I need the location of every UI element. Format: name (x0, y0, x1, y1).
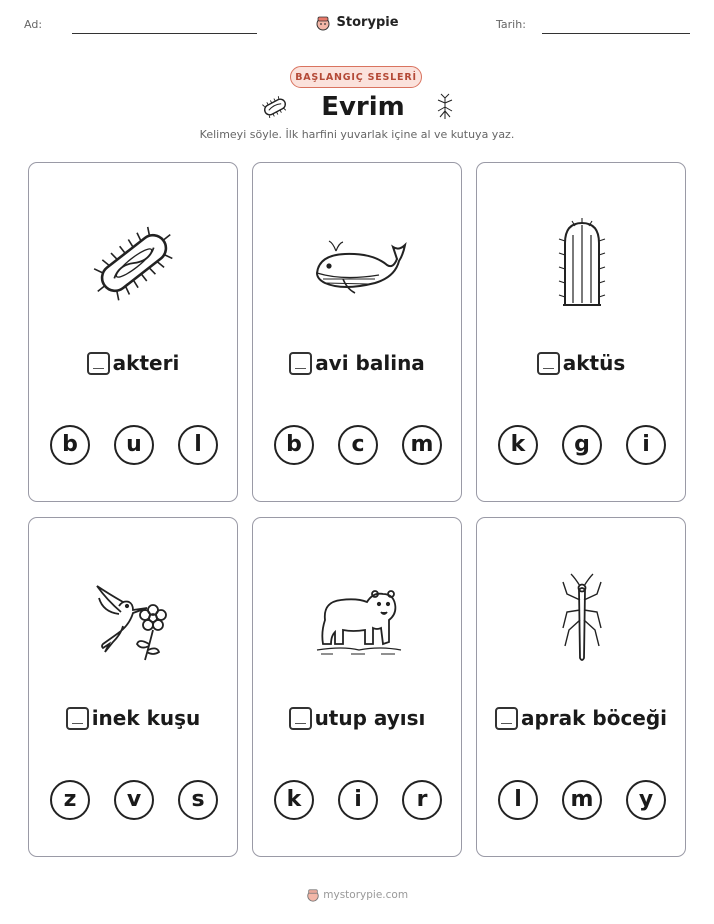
letter-choice[interactable]: v (114, 780, 154, 820)
word-ending: akteri (112, 351, 180, 375)
letter-choice[interactable]: k (274, 780, 314, 820)
word-ending: avi balina (315, 351, 425, 375)
hummingbird-icon (79, 572, 189, 664)
footer (0, 888, 714, 902)
polar-bear-icon (303, 572, 413, 664)
date-label: Tarih: (496, 18, 526, 31)
stick-insect-icon (527, 572, 637, 664)
letter-choice[interactable]: s (178, 780, 218, 820)
word-ending: aktüs (562, 351, 626, 375)
word-ending: aprak böceği (520, 706, 668, 730)
letter-choice[interactable]: u (114, 425, 154, 465)
word-with-blank (253, 706, 461, 730)
letter-choice[interactable]: i (626, 425, 666, 465)
letter-choice[interactable]: g (562, 425, 602, 465)
letter-choice[interactable]: m (402, 425, 442, 465)
bacteria-icon (79, 217, 189, 309)
brand-logo (0, 12, 714, 31)
letter-choice[interactable]: k (498, 425, 538, 465)
word-card (252, 517, 462, 857)
letter-choice[interactable]: z (50, 780, 90, 820)
letter-choice[interactable]: r (402, 780, 442, 820)
page-title: Evrim (321, 92, 405, 122)
date-line[interactable] (542, 33, 690, 34)
name-line[interactable] (72, 33, 257, 34)
letter-choice[interactable]: i (338, 780, 378, 820)
word-card (252, 162, 462, 502)
whale-icon (303, 217, 413, 309)
name-label: Ad: (24, 18, 43, 31)
bacteria-icon (260, 96, 290, 118)
date-field (496, 18, 526, 31)
storypie-mascot-icon (315, 15, 331, 31)
answer-box[interactable] (289, 352, 312, 375)
letter-choice[interactable]: b (50, 425, 90, 465)
word-card (28, 162, 238, 502)
letter-choice[interactable]: l (178, 425, 218, 465)
word-with-blank (477, 706, 685, 730)
footer-url: mystorypie.com (323, 889, 409, 901)
word-with-blank (29, 706, 237, 730)
letter-choice[interactable]: y (626, 780, 666, 820)
letter-choice[interactable]: m (562, 780, 602, 820)
letter-choice[interactable]: c (338, 425, 378, 465)
brand-name: Storypie (336, 15, 399, 30)
word-ending: utup ayısı (314, 706, 426, 730)
word-card (476, 517, 686, 857)
letter-choice[interactable]: l (498, 780, 538, 820)
topic-badge: BAŞLANGIÇ SESLERİ (290, 66, 422, 88)
answer-box[interactable] (87, 352, 110, 375)
stick-insect-icon (436, 93, 454, 121)
cactus-icon (527, 217, 637, 309)
word-with-blank (29, 351, 237, 375)
letter-choice[interactable]: b (274, 425, 314, 465)
title-row (0, 92, 714, 122)
instructions: Kelimeyi söyle. İlk harfini yuvarlak içine al ve kutuya yaz. (199, 128, 515, 141)
answer-box[interactable] (537, 352, 560, 375)
storypie-mascot-icon (306, 888, 320, 902)
word-ending: inek kuşu (91, 706, 201, 730)
word-card (476, 162, 686, 502)
word-with-blank (477, 351, 685, 375)
word-with-blank (253, 351, 461, 375)
word-card (28, 517, 238, 857)
answer-box[interactable] (289, 707, 312, 730)
answer-box[interactable] (66, 707, 89, 730)
answer-box[interactable] (495, 707, 518, 730)
